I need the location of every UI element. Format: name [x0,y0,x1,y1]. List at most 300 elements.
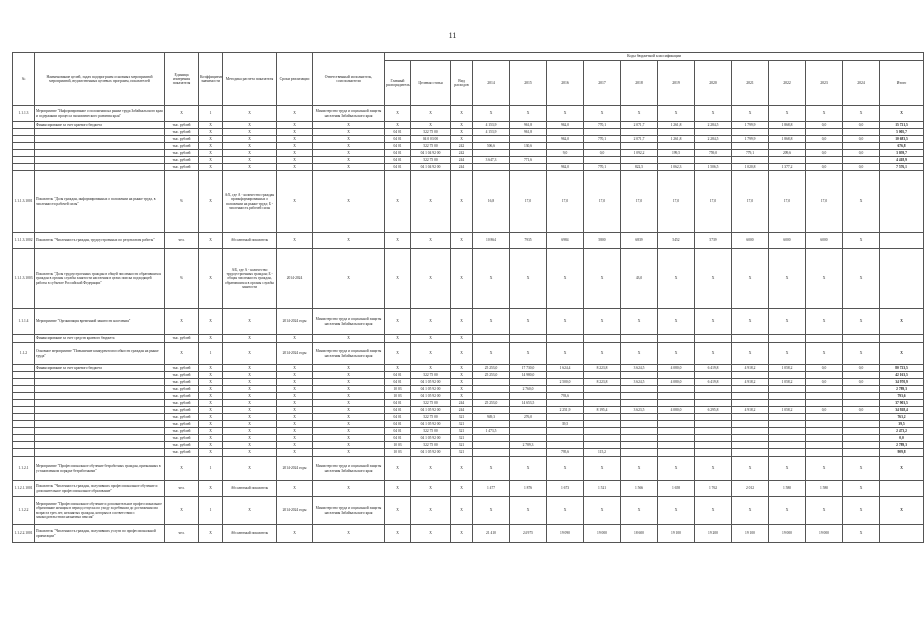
table-cell [584,129,621,136]
table-cell: Х [880,497,924,525]
table-cell: тыс. рублей [165,442,199,449]
table-cell: Х [199,136,223,143]
table-cell: Х [843,171,880,233]
table-cell: 506,6 [473,143,510,150]
table-cell [695,421,732,428]
table-cell: 1 261,8 [658,122,695,129]
table-cell: Х [199,335,223,343]
table-cell: Х [843,457,880,481]
table-cell: 1 377,2 [769,164,806,171]
table-cell: Х [411,171,451,233]
table-cell [621,442,658,449]
table-cell: Х [411,365,451,372]
row-name-cell [35,442,165,449]
table-row [13,400,924,407]
table-cell: 522 75 00 [411,157,451,164]
table-cell: тыс. рублей [165,435,199,442]
table-cell: 770,1 [584,122,621,129]
table-row [13,365,924,372]
table-cell: 9,0 [547,150,584,157]
table-cell: Х [411,309,451,335]
table-cell [510,435,547,442]
table-cell: 0,0 [843,164,880,171]
table-cell: 2 012 [732,481,769,497]
table-cell: Х [199,129,223,136]
table-cell: 19 000 [806,525,843,543]
table-cell: 04 1 05 92 00 [411,407,451,414]
table-cell: Х [451,171,473,233]
table-cell: Х [223,365,277,372]
table-cell: Х [510,309,547,335]
table-cell: 6984 [547,233,584,249]
table-cell [473,335,510,343]
table-cell: 3 059,7 [880,150,924,157]
table-cell: Х [732,106,769,122]
table-row [13,421,924,428]
table-cell: тыс. рублей [165,449,199,457]
table-cell: 8 195,4 [584,407,621,414]
table-cell: Абсолютный показатель [223,481,277,497]
table-cell: 4 080,0 [658,407,695,414]
table-cell: 795,6 [547,449,584,457]
table-cell: 244 [451,164,473,171]
table-cell: Х [769,457,806,481]
table-cell: Х [806,497,843,525]
table-row [13,129,924,136]
table-row [13,106,924,122]
table-cell: Х [313,365,385,372]
table-cell: 17,0 [510,171,547,233]
table-cell: 1 658 [658,481,695,497]
table-cell [769,421,806,428]
table-cell [806,386,843,393]
table-body [13,106,924,543]
table-cell: Х [732,497,769,525]
table-cell: Х [732,457,769,481]
table-cell: Х [451,249,473,309]
table-cell [732,449,769,457]
row-name-cell [35,435,165,442]
program-table [12,52,924,543]
table-cell [695,414,732,421]
row-code-cell: 1.1.2.2 [13,497,35,525]
table-cell: А/Б, где А - количество граждан проинформированных о положении на рынке труда; Б - численность рабочей силы [223,171,277,233]
row-name-cell [35,393,165,400]
table-cell: Х [277,379,313,386]
table-row [13,386,924,393]
table-cell: 522 75 00 [411,143,451,150]
table-cell: Х [621,106,658,122]
table-cell: Х [584,249,621,309]
table-cell: Х [880,343,924,365]
table-row [13,393,924,400]
table-cell: Х [658,343,695,365]
table-cell: % [165,171,199,233]
table-cell: Х [880,309,924,335]
page-number: 11 [448,31,457,40]
table-cell: Х [277,414,313,421]
table-cell [658,428,695,435]
table-cell: Х [223,157,277,164]
table-cell [806,157,843,164]
table-cell: Х [313,421,385,428]
table-cell: Х [199,171,223,233]
table-cell: 04 1 05 92 00 [411,435,451,442]
table-cell [806,449,843,457]
table-cell: 1 [199,106,223,122]
table-cell: Х [385,122,411,129]
table-cell: 04 01 [385,157,411,164]
table-cell [769,435,806,442]
header-year: 2022 [769,61,806,106]
table-cell: 2014-2024 годы [277,309,313,335]
row-name-cell [35,136,165,143]
table-cell: Х [385,497,411,525]
table-cell: 321 [451,428,473,435]
table-cell: Х [411,233,451,249]
row-code-cell: 1.1.1.4 [13,309,35,335]
table-cell: Министерство труда и социальной защиты населения Забайкальского края [313,497,385,525]
table-cell: Х [223,414,277,421]
table-row [13,442,924,449]
table-cell: тыс. рублей [165,372,199,379]
table-cell: Х [199,379,223,386]
table-cell: 522 75 00 [411,400,451,407]
table-cell: Х [313,414,385,421]
table-cell: 2 789,3 [880,386,924,393]
row-code-cell: 1.1.1.3.1003 [13,249,35,309]
table-cell: Х [277,428,313,435]
table-cell: Х [584,457,621,481]
table-cell [547,435,584,442]
table-cell: 04 01 [385,164,411,171]
table-cell [510,335,547,343]
table-cell: Х [313,129,385,136]
table-cell [806,143,843,150]
table-cell: чел. [165,233,199,249]
table-cell [658,442,695,449]
row-name-cell: Показатель "Численность граждан, трудоустроенных по результатам работы" [35,233,165,249]
table-cell: Х [769,106,806,122]
table-cell [658,386,695,393]
table-cell: 7 576,1 [880,164,924,171]
table-cell: Х [277,143,313,150]
table-cell: 522 75 00 [411,372,451,379]
table-cell [769,143,806,150]
table-cell [584,143,621,150]
table-cell: 242 [451,143,473,150]
header-executor: Ответственный исполнитель, соисполнители [313,53,385,106]
table-cell: 17,0 [695,171,732,233]
table-cell: 321 [451,421,473,428]
table-cell: 1 058,2 [769,379,806,386]
table-cell: Х [411,497,451,525]
row-name-cell: Показатель "Доля граждан, информированных о положении на рынке труда, в численности рабочей силы" [35,171,165,233]
table-cell: Х [451,233,473,249]
table-cell [732,435,769,442]
table-cell: Х [621,457,658,481]
row-name-cell: Мероприятие "Информирование о положении на рынке труда Забайкальского края и содержании процесса экономического развития края" [35,106,165,122]
table-cell: 0,0 [843,407,880,414]
table-cell [547,428,584,435]
table-cell: 6000 [806,233,843,249]
table-row [13,233,924,249]
table-cell [584,386,621,393]
table-cell: 6 419,8 [695,365,732,372]
table-cell: 4 918,2 [732,407,769,414]
table-row [13,343,924,365]
table-cell: Х [880,457,924,481]
table-row [13,150,924,157]
table-cell: 321 [451,414,473,421]
row-code-cell [13,421,35,428]
header-year: 2018 [621,61,658,106]
table-cell: 0,0 [880,435,924,442]
table-header [13,53,924,106]
table-cell: 1 058,2 [769,365,806,372]
header-budget-codes: Коды бюджетной классификации [385,53,924,61]
table-cell: 4 418,9 [880,157,924,164]
table-cell: Х [223,393,277,400]
table-cell [510,393,547,400]
table-cell: Х [199,421,223,428]
table-cell: 1 580 [806,481,843,497]
header-coefficient: Коэффициент значимости [199,53,223,106]
table-cell: Х [385,171,411,233]
table-cell: Х [277,435,313,442]
row-name-cell [35,386,165,393]
table-cell: 0,0 [806,365,843,372]
table-cell: Министерство труда и социальной защиты населения Забайкальского края [313,343,385,365]
header-expense-type: Вид расходов [451,61,473,106]
program-table-wrapper [12,52,908,543]
table-cell [769,449,806,457]
row-code-cell: 1.1.2.2.1001 [13,525,35,543]
row-name-cell [35,414,165,421]
table-cell: 04 01 [385,414,411,421]
table-row [13,525,924,543]
table-cell: Х [277,400,313,407]
table-cell: 1 521 [584,481,621,497]
table-cell: 37 903,5 [880,400,924,407]
table-cell: 244 [451,400,473,407]
table-cell: Х [223,442,277,449]
table-cell: Х [658,457,695,481]
table-row [13,449,924,457]
row-name-cell [35,449,165,457]
table-cell: 7935 [510,233,547,249]
table-cell: Х [732,309,769,335]
table-cell: 0,0 [806,136,843,143]
table-cell [621,414,658,421]
table-cell [473,136,510,143]
table-cell [473,449,510,457]
table-cell [658,129,695,136]
table-cell [769,414,806,421]
table-cell [473,393,510,400]
table-cell: 25 253,0 [473,400,510,407]
table-cell: Х [806,106,843,122]
table-cell: 04 1 05 92 00 [411,449,451,457]
table-row [13,481,924,497]
table-cell: 1 876 [510,481,547,497]
table-cell: 10 864 [473,233,510,249]
table-cell: Х [277,129,313,136]
table-cell: Х [451,309,473,335]
table-cell: 43,0 [621,249,658,309]
table-cell: 244 [451,157,473,164]
table-cell: 1 062,3 [658,164,695,171]
table-cell [473,386,510,393]
table-cell: Х [223,497,277,525]
table-cell: Х [473,457,510,481]
table-cell: 0,0 [806,379,843,386]
row-code-cell: 1.1.1.3.1001 [13,171,35,233]
table-cell [843,428,880,435]
table-cell: 321 [451,435,473,442]
table-cell: 1 799,9 [732,122,769,129]
table-cell [547,143,584,150]
table-cell: 3 647,3 [473,157,510,164]
table-cell [547,400,584,407]
table-cell: 19 000 [584,525,621,543]
table-cell: Х [313,171,385,233]
table-cell: 04 01 [385,400,411,407]
table-cell: Х [199,407,223,414]
table-cell: 771,6 [510,157,547,164]
table-cell [695,372,732,379]
table-cell: 1 [199,457,223,481]
table-cell: Х [658,309,695,335]
table-cell: Х [806,343,843,365]
table-cell: 17,0 [806,171,843,233]
table-cell [584,428,621,435]
table-cell: Х [277,136,313,143]
table-cell: 0,0 [806,150,843,157]
table-cell: 1 477 [473,481,510,497]
table-cell: 04 01 [385,435,411,442]
table-cell: Х [385,335,411,343]
table-cell: Х [451,481,473,497]
table-cell [510,136,547,143]
table-cell [547,335,584,343]
table-cell: 4 080,0 [658,379,695,386]
row-code-cell: 1.1.2 [13,343,35,365]
table-cell [732,442,769,449]
table-cell [843,400,880,407]
table-cell: Х [621,343,658,365]
row-code-cell [13,136,35,143]
table-row [13,497,924,525]
table-cell [806,421,843,428]
header-grbs: Главный распорядитель [385,61,411,106]
table-cell: тыс. рублей [165,365,199,372]
table-cell: Х [223,407,277,414]
table-cell: 04 0 03 00 [411,136,451,143]
table-cell: 3 624,5 [621,365,658,372]
table-cell: 962,0 [547,164,584,171]
table-cell: 04 1 05 92 00 [411,393,451,400]
table-cell: 779,1 [732,150,769,157]
table-cell: Х [451,129,473,136]
table-cell: 17,0 [769,171,806,233]
table-cell: Х [451,386,473,393]
table-row [13,379,924,386]
table-cell: Х [584,106,621,122]
table-cell: 14 980,0 [510,372,547,379]
row-code-cell [13,386,35,393]
header-term: Сроки реализации [277,53,313,106]
table-cell: 8 223,8 [584,379,621,386]
table-cell: 961,8 [510,129,547,136]
table-cell: Х [277,442,313,449]
table-cell: 17,0 [547,171,584,233]
table-cell: Х [199,233,223,249]
table-cell: Х [584,497,621,525]
table-cell: 0,0 [806,407,843,414]
table-cell: 04 01 [385,129,411,136]
table-cell: Х [547,497,584,525]
table-cell: Х [199,481,223,497]
table-cell: 276,0 [510,414,547,421]
table-cell [769,393,806,400]
table-cell: 6 419,8 [695,379,732,386]
row-code-cell: 1.1.1.3 [13,106,35,122]
table-cell: тыс. рублей [165,393,199,400]
table-cell: Х [547,309,584,335]
table-cell [584,157,621,164]
row-code-cell [13,379,35,386]
table-row [13,143,924,150]
table-cell: 2 251,9 [547,407,584,414]
table-cell [695,435,732,442]
row-code-cell [13,435,35,442]
table-cell: Х [584,343,621,365]
row-code-cell [13,157,35,164]
table-cell: Х [223,379,277,386]
table-cell [843,393,880,400]
table-cell: Х [277,157,313,164]
table-cell: Х [277,525,313,543]
table-cell: 10 03 [385,386,411,393]
table-cell [510,449,547,457]
table-cell: Х [223,335,277,343]
table-cell: 10 683,5 [880,136,924,143]
table-cell [658,414,695,421]
table-cell: Х [199,249,223,309]
table-cell [584,400,621,407]
table-cell: Х [313,164,385,171]
table-cell [695,442,732,449]
table-cell: Х [658,106,695,122]
row-code-cell [13,122,35,129]
table-cell [584,435,621,442]
table-cell [584,372,621,379]
table-cell: Х [451,379,473,386]
row-name-cell: Мероприятие "Профессиональное обучение и дополнительное профессиональное образование женщин в период отпуска по уходу за ребенком до достижения им возраста трех лет, незанятых граждан, которым в соответствии с законодательством назначена пенсия" [35,497,165,525]
table-cell: Х [411,335,451,343]
table-cell: Х [313,481,385,497]
row-name-cell [35,150,165,157]
table-cell: Х [277,365,313,372]
table-cell: Х [451,335,473,343]
row-name-cell: Мероприятие "Профессиональное обучение безработных граждан, признанных в установленном порядке безработными" [35,457,165,481]
table-cell: 24 975 [510,525,547,543]
table-cell: Х [199,157,223,164]
table-cell: 2014-2024 годы [277,343,313,365]
table-cell: Х [313,435,385,442]
table-cell: Х [411,457,451,481]
